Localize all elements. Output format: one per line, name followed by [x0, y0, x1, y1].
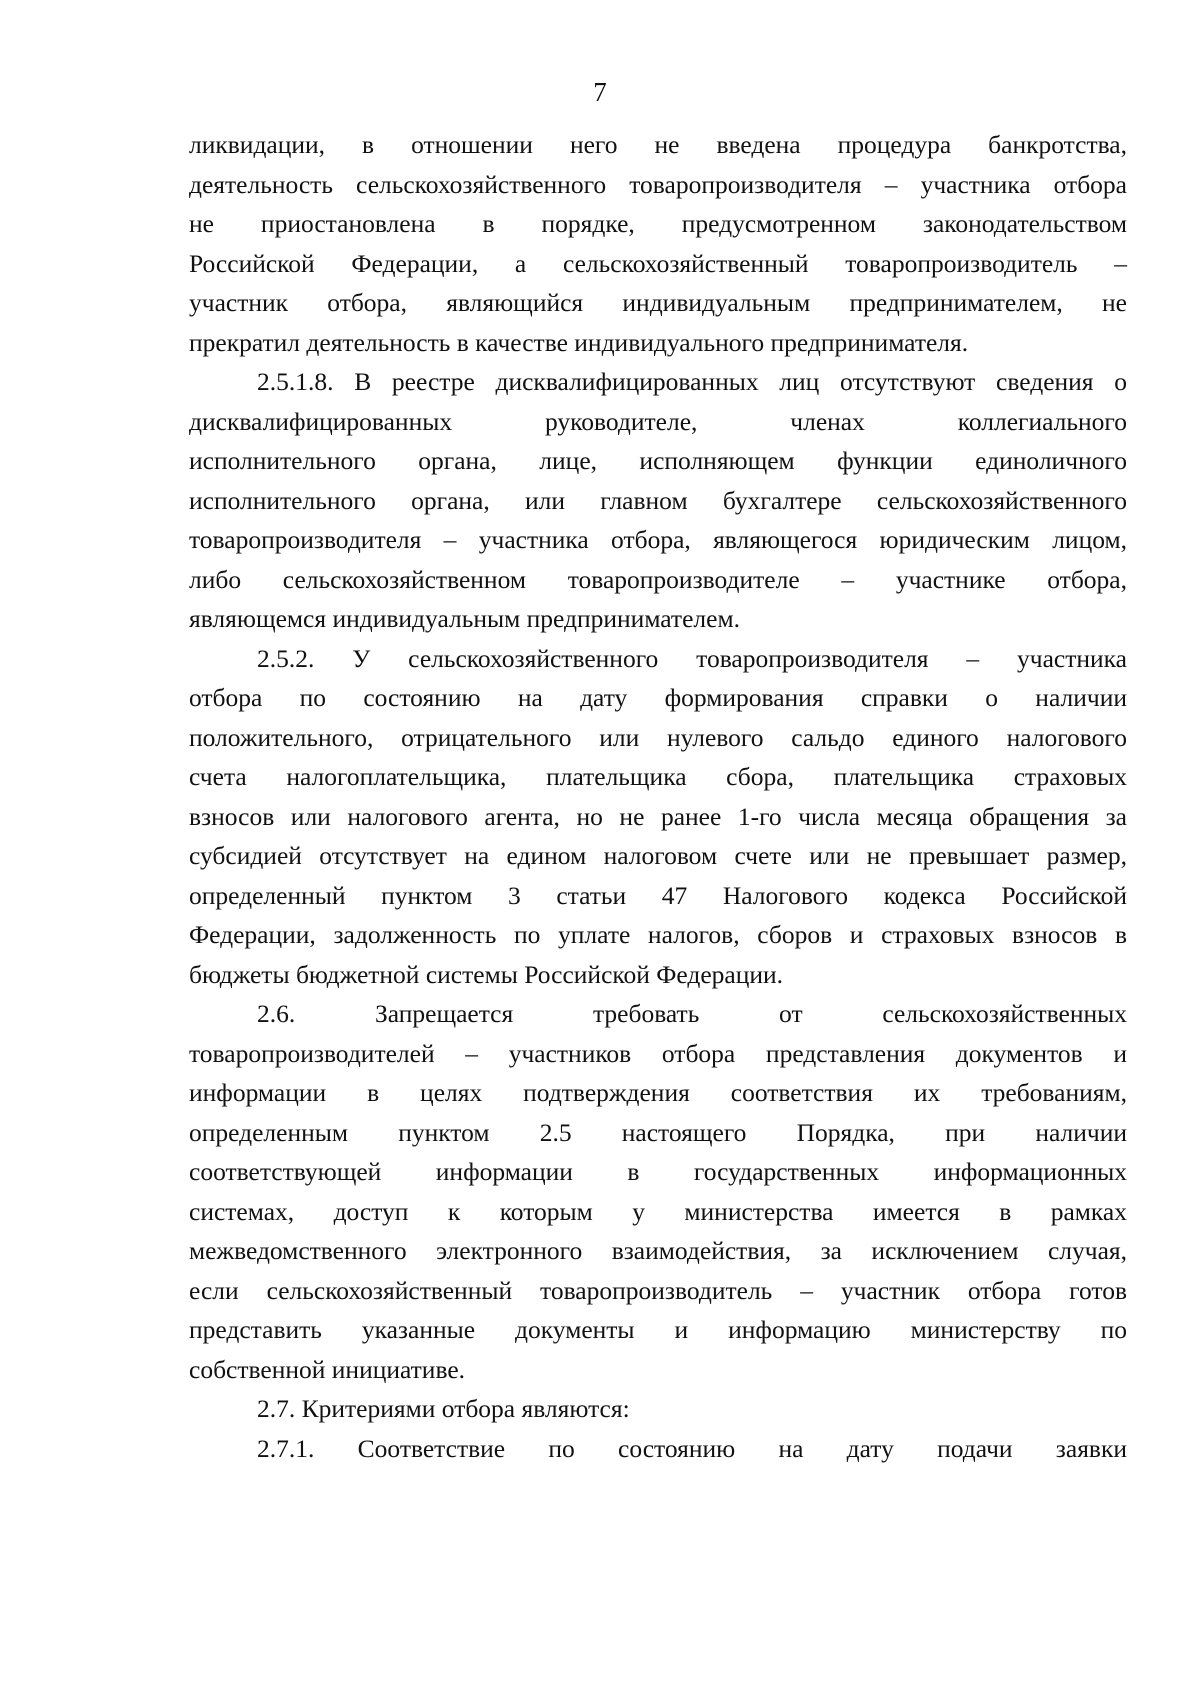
text-line: не приостановлена в порядке, предусмотренном законодательством — [189, 209, 1127, 238]
text-line: межведомственного электронного взаимодействия, за исключением случая, — [189, 1236, 1127, 1265]
text-line: отбора по состоянию на дату формирования справки о наличии — [189, 683, 1127, 712]
text-line: товаропроизводителей – участников отбора представления документов и — [189, 1038, 1127, 1068]
text-line: счета налогоплательщика, плательщика сбора, плательщика страховых — [189, 762, 1127, 791]
text-line: положительного, отрицательного или нулевого сальдо единого налогового — [189, 722, 1127, 752]
text-line: ликвидации, в отношении него не введена процедура банкротства, — [189, 130, 1127, 159]
text-line: системах, доступ к которым у министерства имеется в рамках — [189, 1196, 1127, 1226]
text-line: определенный пунктом 3 статьи 47 Налогового кодекса Российской — [189, 880, 1127, 910]
text-line: 2.7.1. Соответствие по состоянию на дату подачи заявки — [257, 1433, 1127, 1463]
text-line: участник отбора, являющийся индивидуальным предпринимателем, не — [189, 288, 1127, 317]
text-line: 2.5.2. У сельскохозяйственного товаропроизводителя – участника — [257, 643, 1127, 673]
text-line: исполнительного органа, лице, исполняющем функции единоличного — [189, 446, 1127, 475]
page-number: 7 — [593, 77, 607, 107]
text-line: являющемся индивидуальным предпринимателем. — [189, 604, 740, 633]
text-line: соответствующей информации в государственных информационных — [189, 1157, 1127, 1186]
text-line: бюджеты бюджетной системы Российской Федерации. — [189, 959, 784, 989]
text-line: дисквалифицированных руководителе, членах коллегиального — [189, 406, 1127, 436]
text-line: деятельность сельскохозяйственного товаропроизводителя – участника отбора — [189, 169, 1127, 199]
text-line: 2.5.1.8. В реестре дисквалифицированных лиц отсутствуют сведения о — [257, 367, 1127, 396]
text-line: либо сельскохозяйственном товаропроизводителе – участнике отбора, — [189, 564, 1127, 594]
text-line: Федерации, задолженность по уплате налогов, сборов и страховых взносов в — [189, 920, 1127, 949]
text-line: Российской Федерации, а сельскохозяйственный товаропроизводитель – — [189, 248, 1127, 278]
text-line: субсидией отсутствует на едином налоговом счете или не превышает размер, — [189, 841, 1127, 870]
text-line: взносов или налогового агента, но не ранее 1-го числа месяца обращения за — [189, 801, 1127, 831]
text-line: товаропроизводителя – участника отбора, являющегося юридическим лицом, — [189, 525, 1127, 554]
text-line: если сельскохозяйственный товаропроизводитель – участник отбора готов — [189, 1275, 1127, 1305]
text-line: определенным пунктом 2.5 настоящего Порядка, при наличии — [189, 1117, 1127, 1147]
text-line: 2.7. Критериями отбора являются: — [257, 1394, 630, 1423]
text-line: прекратил деятельность в качестве индивидуального предпринимателя. — [189, 327, 969, 357]
text-line: собственной инициативе. — [189, 1354, 466, 1384]
text-line: информации в целях подтверждения соответствия их требованиям, — [189, 1078, 1127, 1107]
text-line: 2.6. Запрещается требовать от сельскохозяйственных — [257, 999, 1127, 1028]
text-line: исполнительного органа, или главном бухгалтере сельскохозяйственного — [189, 485, 1127, 515]
text-line: представить указанные документы и информацию министерству по — [189, 1315, 1127, 1344]
